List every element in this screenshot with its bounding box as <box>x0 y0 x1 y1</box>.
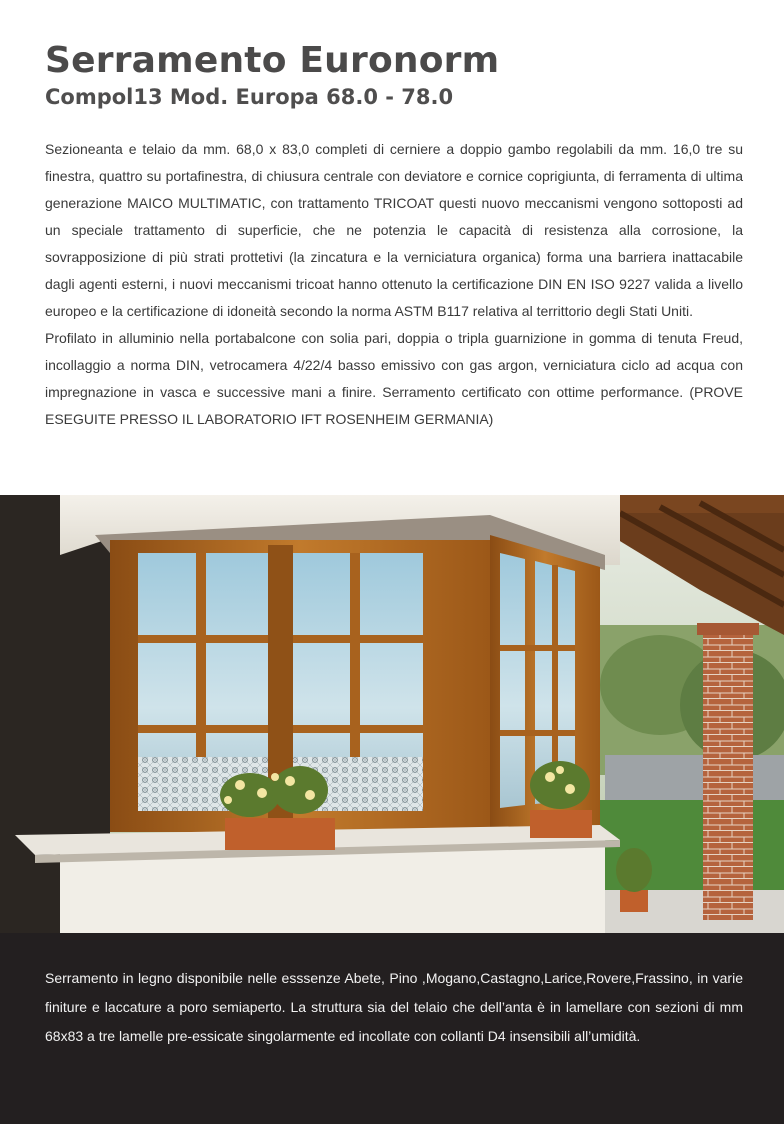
footer <box>0 933 784 1124</box>
description-paragraph-2: Profilato in alluminio nella portabalcone con solia pari, doppia o tripla guarnizione in gomma di tenuta Freud, incollaggio a norma DIN, vetrocamera 4/22/4 basso emissivo con gas argon, verniciatura ciclo ad acqua con impregnazione in vasca e successive mani a finire. Serramento certificato con ottime performance. (PROVE ESEGUITE PRESSO IL LABORATORIO IFT ROSENHEIM GERMANIA) <box>45 330 743 427</box>
description-paragraph-1: Sezioneanta e telaio da mm. 68,0 x 83,0 completi di cerniere a doppio gambo regolabili da mm. 16,0 tre su finestra, quattro su portafinestra, di chiusura centrale con deviatore e cornice coprigiunta, di ferramenta di ultima generazione MAICO MULTIMATIC, con trattamento TRICOAT questi nuovo meccanismi vengono sottoposti ad un speciale trattamento di superficie, che ne potenzia le capacità di resistenza alla corrosione, la sovrapposizione di più strati prottetivi (la zincatura e la verniciatura organica) forma una barriera inattacabile dagli agenti esterni, i nuovi meccanismi tricoat hanno ottenuto la certificazione DIN EN ISO 9227 valida a livello europeo e la certificazione di idoneità secondo la norma ASTM B117 relativa al territtorio degli Stati Uniti. <box>45 141 743 319</box>
page-title: Serramento Euronorm <box>45 40 500 81</box>
footer-text: Serramento in legno disponibile nelle esssenze Abete, Pino ,Mogano,Castagno,Larice,Rovere,Frassino, in varie finiture e laccature a poro semiaperto. La struttura sia del telaio che dell’anta è in lamellare con sezioni di mm 68x83 a tre lamelle pre-essicate singolarmente ed incollate con collanti D4 insensibili all’umidità. <box>45 970 743 1044</box>
header <box>45 38 745 110</box>
bay-window-photo <box>0 495 784 933</box>
description <box>45 136 743 433</box>
page-subtitle: Compol13 Mod. Europa 68.0 - 78.0 <box>45 85 454 109</box>
